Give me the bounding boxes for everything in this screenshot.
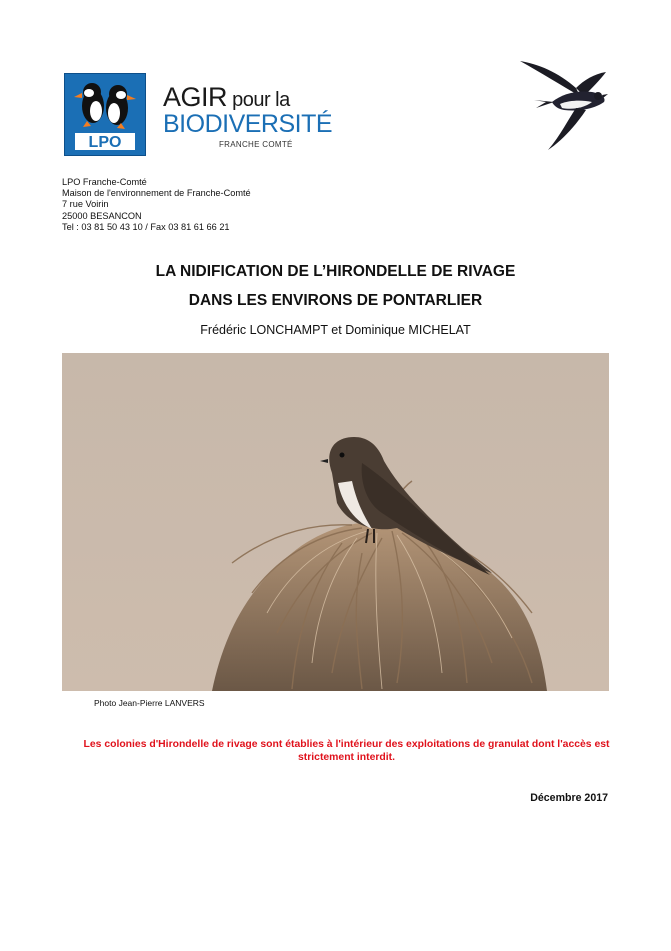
address-phone: Tel : 03 81 50 43 10 / Fax 03 81 61 66 21 bbox=[62, 221, 230, 232]
puffin-logo-icon bbox=[65, 74, 145, 155]
logo-pour-la: pour la bbox=[227, 89, 290, 111]
cover-photo bbox=[62, 353, 609, 691]
logo-agir: AGIR bbox=[163, 82, 228, 112]
address-street: 7 rue Voirin bbox=[62, 199, 109, 210]
address-org: LPO Franche-Comté bbox=[62, 177, 147, 187]
document-title-line1: LA NIDIFICATION DE L’HIRONDELLE DE RIVAGE bbox=[155, 263, 516, 280]
address-building: Maison de l'environnement de Franche-Comté bbox=[62, 188, 251, 199]
document-title-line2: DANS LES ENVIRONS DE PONTARLIER bbox=[188, 292, 483, 309]
lpo-badge-text: LPO bbox=[88, 134, 122, 151]
document-authors: Frédéric LONCHAMPT et Dominique MICHELAT bbox=[200, 323, 471, 337]
access-warning: Les colonies d'Hirondelle de rivage sont établies à l'intérieur des exploitations de granulat dont l'accès est strictement interdit. bbox=[83, 739, 610, 763]
address-city: 25000 BESANCON bbox=[62, 210, 142, 221]
logo-region: FRANCHE COMTÉ bbox=[219, 140, 293, 149]
address-block bbox=[62, 177, 251, 233]
swallow-illustration-icon bbox=[518, 58, 610, 157]
logo-biodiversite: BIODIVERSITÉ bbox=[163, 110, 333, 138]
photo-credit: Photo Jean-Pierre LANVERS bbox=[94, 698, 205, 708]
logo-tagline-line1 bbox=[163, 84, 290, 111]
document-date: Décembre 2017 bbox=[530, 792, 608, 804]
lpo-logo-badge bbox=[64, 73, 146, 156]
